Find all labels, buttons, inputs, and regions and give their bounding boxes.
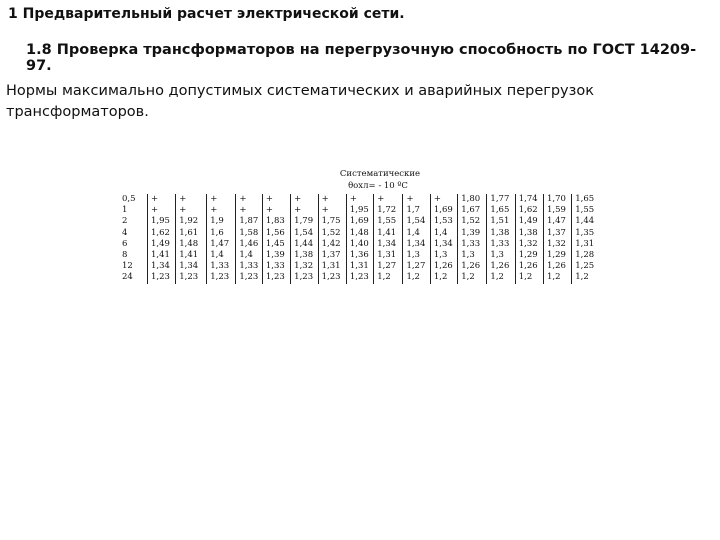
table-cell: + — [262, 205, 290, 216]
table-row — [119, 228, 601, 239]
table-cell: 1,23 — [236, 272, 263, 283]
table-cell: 1,34 — [403, 239, 430, 250]
table-cell: 1,31 — [374, 250, 403, 261]
table-cell: 0,5 — [122, 194, 136, 204]
table-caption — [119, 168, 601, 192]
table-cell: 1,65 — [572, 194, 601, 205]
table-cell: 1,29 — [515, 250, 543, 261]
table-cell: 1,34 — [176, 261, 207, 272]
table-cell: 1,33 — [207, 261, 236, 272]
table-cell: 1,26 — [543, 261, 571, 272]
table-row — [119, 216, 601, 227]
table-cell: 1,26 — [487, 261, 515, 272]
table-cell: + — [262, 194, 290, 205]
table-cell: 1,36 — [346, 250, 373, 261]
table-cell: 6 — [122, 238, 128, 249]
table-cell: 1,49 — [515, 216, 543, 227]
table-cell: 1,55 — [374, 216, 403, 227]
table-cell: 1,80 — [458, 194, 487, 205]
table-cell: 1,23 — [318, 272, 346, 283]
table-cell: 1,34 — [430, 239, 457, 250]
subsection-heading: 1.8 Проверка трансформаторов на перегрузочную способность по ГОСТ 14209-97. — [26, 42, 697, 74]
table-cell: 1,38 — [487, 228, 515, 239]
table-cell: 1,55 — [572, 205, 601, 216]
table-cell: 1,83 — [262, 216, 290, 227]
table-cell: 1,92 — [176, 216, 207, 227]
table-cell: 1,62 — [147, 228, 175, 239]
table-cell: 24 — [122, 272, 133, 283]
table-cell: 1,39 — [458, 228, 487, 239]
table-cell: 1,3 — [403, 250, 430, 261]
table-cell: 1,27 — [403, 261, 430, 272]
table-cell: 1,87 — [236, 216, 263, 227]
table-cell: 1,6 — [207, 228, 236, 239]
table-cell: 1,2 — [572, 272, 601, 283]
table-cell: 1,2 — [374, 272, 403, 283]
table-cell: + — [176, 205, 207, 216]
table-cell: 12 — [122, 261, 133, 272]
table-cell: 1,31 — [318, 261, 346, 272]
table-cell: 1,47 — [207, 239, 236, 250]
table-cell: 1,26 — [515, 261, 543, 272]
table-cell: 1,52 — [458, 216, 487, 227]
table-cell: 1,58 — [236, 228, 263, 239]
table-cell: 1,49 — [147, 239, 175, 250]
table-cell: 1,70 — [543, 194, 571, 205]
table-cell: 1,23 — [176, 272, 207, 283]
table-cell: + — [176, 194, 207, 205]
table-cell: 1,53 — [430, 216, 457, 227]
table-cell: 8 — [122, 250, 128, 261]
table-cell: 1,72 — [374, 205, 403, 216]
table-cell: 1,32 — [291, 261, 318, 272]
table-cell: + — [318, 205, 346, 216]
table-cell: 1,25 — [572, 261, 601, 272]
table-cell: 1,95 — [147, 216, 175, 227]
table-cell: 1,56 — [262, 228, 290, 239]
section-heading: 1 Предварительный расчет электрической сети. — [8, 6, 405, 22]
table-cell: 1,75 — [318, 216, 346, 227]
table-cell: 1,48 — [176, 239, 207, 250]
table-cell: 1,23 — [291, 272, 318, 283]
table-cell: 1,38 — [515, 228, 543, 239]
table-cell: 1,42 — [318, 239, 346, 250]
table-cell: 1,65 — [487, 205, 515, 216]
table-cell: 1,23 — [147, 272, 175, 283]
table-cell: 1,41 — [147, 250, 175, 261]
table-cell: 1,54 — [291, 228, 318, 239]
table-cell: 1,51 — [487, 216, 515, 227]
table-row — [119, 261, 601, 272]
table-cell: 1,46 — [236, 239, 263, 250]
table-cell: 1,33 — [458, 239, 487, 250]
table-cell: 1,2 — [430, 272, 457, 283]
table-cell: 1,32 — [543, 239, 571, 250]
table-cell: 2 — [122, 216, 128, 227]
table-cell: 1,62 — [515, 205, 543, 216]
table-row — [119, 272, 601, 283]
table-cell: 1,40 — [346, 239, 373, 250]
table-cell: 1,23 — [346, 272, 373, 283]
table-cell: + — [236, 194, 263, 205]
table-cell: 1,39 — [262, 250, 290, 261]
table-row — [119, 194, 601, 205]
table-cell: 1,4 — [430, 228, 457, 239]
table-cell: 1,26 — [430, 261, 457, 272]
table-cell: + — [147, 205, 175, 216]
table-cell: 1,26 — [458, 261, 487, 272]
table-cell: 1,27 — [374, 261, 403, 272]
table-cell: 1,33 — [236, 261, 263, 272]
table-cell: + — [430, 194, 457, 205]
table-cell: 1,4 — [236, 250, 263, 261]
table-cell: 1,54 — [403, 216, 430, 227]
table-cell: 1,9 — [207, 216, 236, 227]
table-cell: 1,59 — [543, 205, 571, 216]
table-cell: 4 — [122, 227, 128, 238]
table-caption-temperature: θохл= - 10 ºС — [348, 181, 408, 191]
table-cell: 1,37 — [543, 228, 571, 239]
table-cell: + — [147, 194, 175, 205]
table-cell: 1,34 — [374, 239, 403, 250]
table-cell: 1,95 — [346, 205, 373, 216]
table-cell: 1 — [122, 205, 128, 216]
table-cell: 1,4 — [403, 228, 430, 239]
table-cell: 1,2 — [515, 272, 543, 283]
table-cell: 1,34 — [147, 261, 175, 272]
table-cell: 1,32 — [515, 239, 543, 250]
table-cell: 1,31 — [572, 239, 601, 250]
overload-table — [119, 194, 601, 284]
table-cell: + — [236, 205, 263, 216]
table-cell: 1,61 — [176, 228, 207, 239]
table-cell: 1,69 — [346, 216, 373, 227]
table-cell: + — [291, 194, 318, 205]
table-cell: 1,41 — [176, 250, 207, 261]
table-cell: + — [374, 194, 403, 205]
table-cell: 1,23 — [207, 272, 236, 283]
table-cell: 1,35 — [572, 228, 601, 239]
table-cell: 1,41 — [374, 228, 403, 239]
table-cell: 1,37 — [318, 250, 346, 261]
table-cell: 1,44 — [572, 216, 601, 227]
table-cell: + — [207, 194, 236, 205]
table-cell: + — [403, 194, 430, 205]
table-cell: 1,4 — [207, 250, 236, 261]
table-row — [119, 239, 601, 250]
table-cell: 1,67 — [458, 205, 487, 216]
table-cell: + — [318, 194, 346, 205]
table-cell: 1,31 — [346, 261, 373, 272]
table-cell: 1,29 — [543, 250, 571, 261]
table-cell: 1,2 — [487, 272, 515, 283]
table-cell: 1,33 — [487, 239, 515, 250]
table-cell: 1,2 — [543, 272, 571, 283]
table-cell: + — [291, 205, 318, 216]
table-cell: 1,47 — [543, 216, 571, 227]
table-row — [119, 205, 601, 216]
table-row — [119, 250, 601, 261]
table-cell: 1,45 — [262, 239, 290, 250]
table-cell: 1,48 — [346, 228, 373, 239]
table-cell: 1,74 — [515, 194, 543, 205]
overload-table-block — [119, 168, 601, 284]
table-cell: 1,44 — [291, 239, 318, 250]
table-cell: 1,79 — [291, 216, 318, 227]
table-cell: 1,77 — [487, 194, 515, 205]
table-cell: 1,28 — [572, 250, 601, 261]
table-cell: 1,38 — [291, 250, 318, 261]
table-cell: 1,69 — [430, 205, 457, 216]
table-cell: 1,2 — [403, 272, 430, 283]
table-caption-title: Систематические — [339, 169, 421, 179]
table-cell: 1,3 — [487, 250, 515, 261]
table-cell: 1,3 — [430, 250, 457, 261]
table-cell: 1,3 — [458, 250, 487, 261]
intro-paragraph: Нормы максимально допустимых систематических и аварийных перегрузок трансформаторов. — [6, 83, 594, 120]
table-cell: 1,52 — [318, 228, 346, 239]
table-cell: 1,7 — [403, 205, 430, 216]
table-cell: 1,23 — [262, 272, 290, 283]
table-cell: + — [346, 194, 373, 205]
table-cell: 1,2 — [458, 272, 487, 283]
table-cell: + — [207, 205, 236, 216]
table-cell: 1,33 — [262, 261, 290, 272]
